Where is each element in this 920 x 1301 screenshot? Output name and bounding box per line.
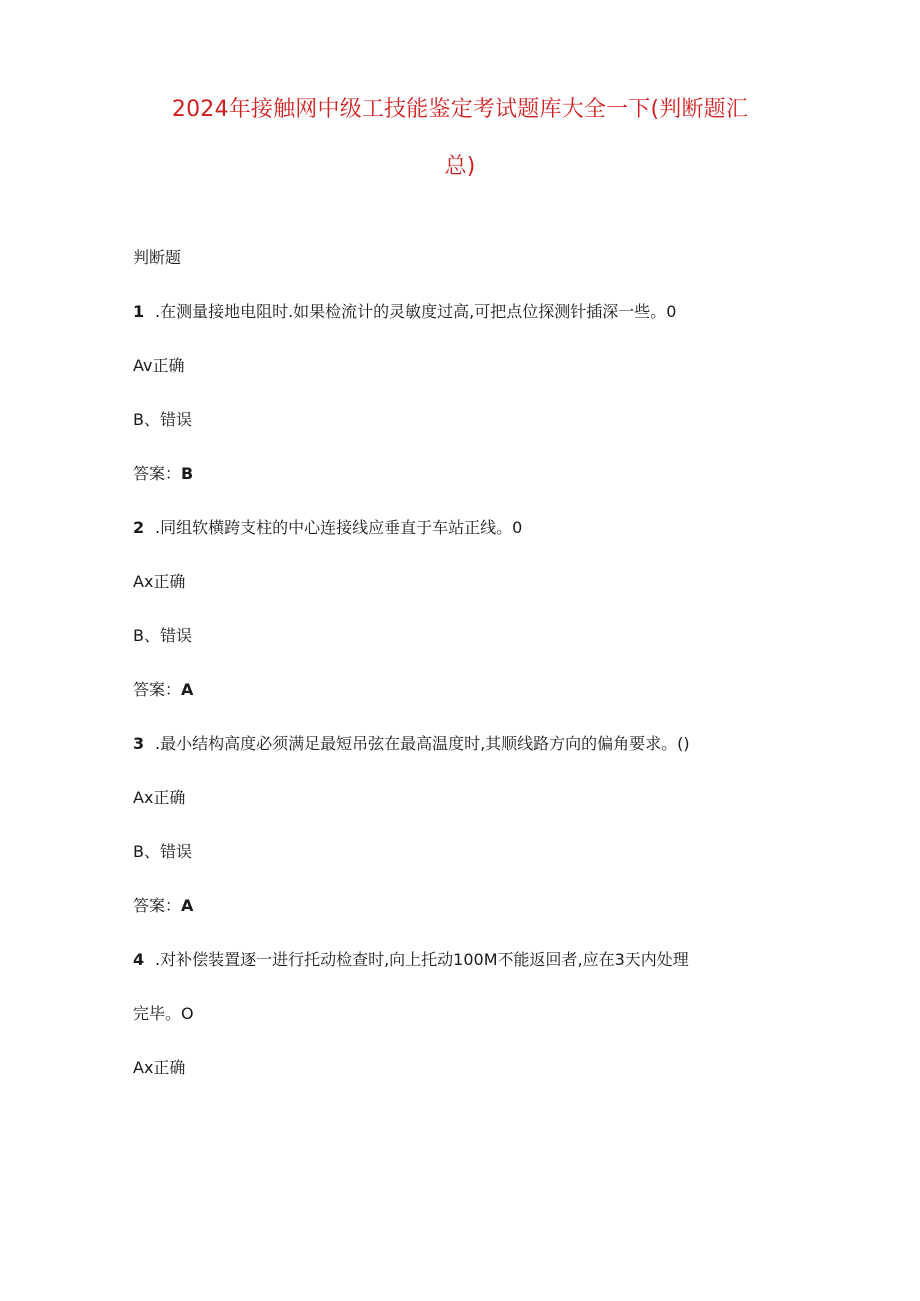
question-2-option-b: B、错误	[133, 626, 192, 645]
question-3-option-b: B、错误	[133, 842, 192, 861]
document-title-line-1: 2024年接触网中级工技能鉴定考试题库大全一下(判断题汇	[171, 97, 749, 122]
question-3	[133, 733, 690, 755]
question-2-option-a: Ax正确	[133, 572, 186, 591]
question-1-option-b: B、错误	[133, 410, 192, 429]
answer-value: B	[181, 464, 194, 483]
question-2	[133, 517, 522, 539]
question-1-option-a: Av正确	[133, 356, 185, 375]
answer-value: A	[181, 680, 194, 699]
question-4-text-continued: 完毕。O	[133, 1004, 194, 1023]
question-1	[133, 301, 676, 323]
question-number: 2	[133, 518, 145, 537]
question-number: 1	[133, 302, 145, 321]
document-title-line-2: 总)	[444, 154, 476, 179]
section-heading: 判断题	[133, 248, 182, 267]
answer-label: 答案：	[133, 464, 182, 483]
answer-label: 答案：	[133, 896, 182, 915]
question-3-option-a: Ax正确	[133, 788, 186, 807]
question-1-answer	[133, 463, 193, 485]
question-text: .最小结构高度必须满足最短吊弦在最高温度时,其顺线路方向的偏角要求。()	[155, 734, 690, 753]
question-number: 4	[133, 950, 145, 969]
question-text: .同组软横跨支柱的中心连接线应垂直于车站正线。0	[155, 518, 523, 537]
question-2-answer	[133, 679, 193, 701]
question-4-option-a: Ax正确	[133, 1058, 186, 1077]
question-4	[133, 949, 689, 971]
answer-value: A	[181, 896, 194, 915]
answer-label: 答案：	[133, 680, 182, 699]
question-text: .在测量接地电阻时.如果检流计的灵敏度过高,可把点位探测针插深一些。0	[155, 302, 677, 321]
question-text: .对补偿装置逐一进行托动检查时,向上托动100M不能返回者,应在3天内处理	[155, 950, 689, 969]
question-3-answer	[133, 895, 193, 917]
question-number: 3	[133, 734, 145, 753]
